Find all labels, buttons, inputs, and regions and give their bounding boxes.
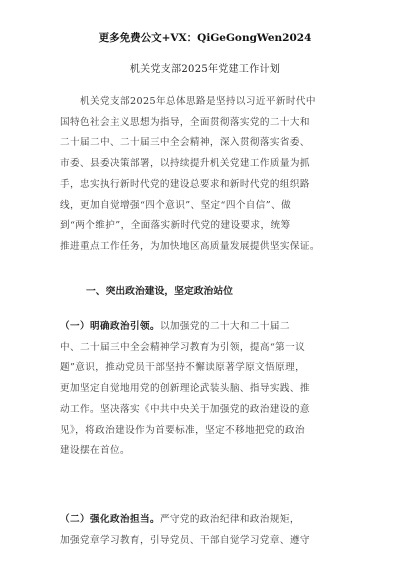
section-heading-1: 一、突出政治建设，坚定政治站位 (86, 286, 233, 297)
item-paragraph-1 (60, 317, 352, 462)
item-lead-2: （二）强化政治担当。 (60, 514, 160, 525)
document-title: 机关党支部2025年党建工作计划 (129, 64, 281, 75)
promo-header: 更多免费公文+VX：QiGeGongWen2024 (98, 32, 312, 44)
item-lead-1: （一）明确政治引领。 (60, 321, 160, 332)
item-paragraph-2 (60, 510, 352, 551)
intro-paragraph: 机关党支部2025年总体思路是坚持以习近平新时代中 国特色社会主义思想为指导，全面贯彻落实党的二十大和 二十届二中、二十届三中全会精神，深入贯彻落实省委、 市委、县委决策部署，以持续提升机关党建工作质量为抓 手，忠实执行新时代党的建设总要求和新时代党的组织路 线，更加自觉增强“四个意识”、坚定“四个自信”、做 到“两个维护”，全面落实新时代党的建设要求，统筹 推进重点工作任务，为加快地区高质量发展提供坚实保证。 (60, 96, 320, 252)
item-text-2: 严守党的政治纪律和政治规矩， 加强党章学习教育，引导党员、干部自觉学习党章、遵守 (60, 514, 310, 546)
item-text-1: 以加强党的二十大和二十届二 中、二十届三中全会精神学习教育为引领，提高“第一议 题”意识，推动党员干部坚持不懈读原著学原文悟原理， 更加坚定自觉地用党的创新理论武装头脑、指导实践、推 动工作。坚决落实《中共中央关于加强党的政治建设的意 见》，将政治建设作为首要标准，坚定不移地把党的政治 建设摆在首位。 (60, 321, 310, 457)
